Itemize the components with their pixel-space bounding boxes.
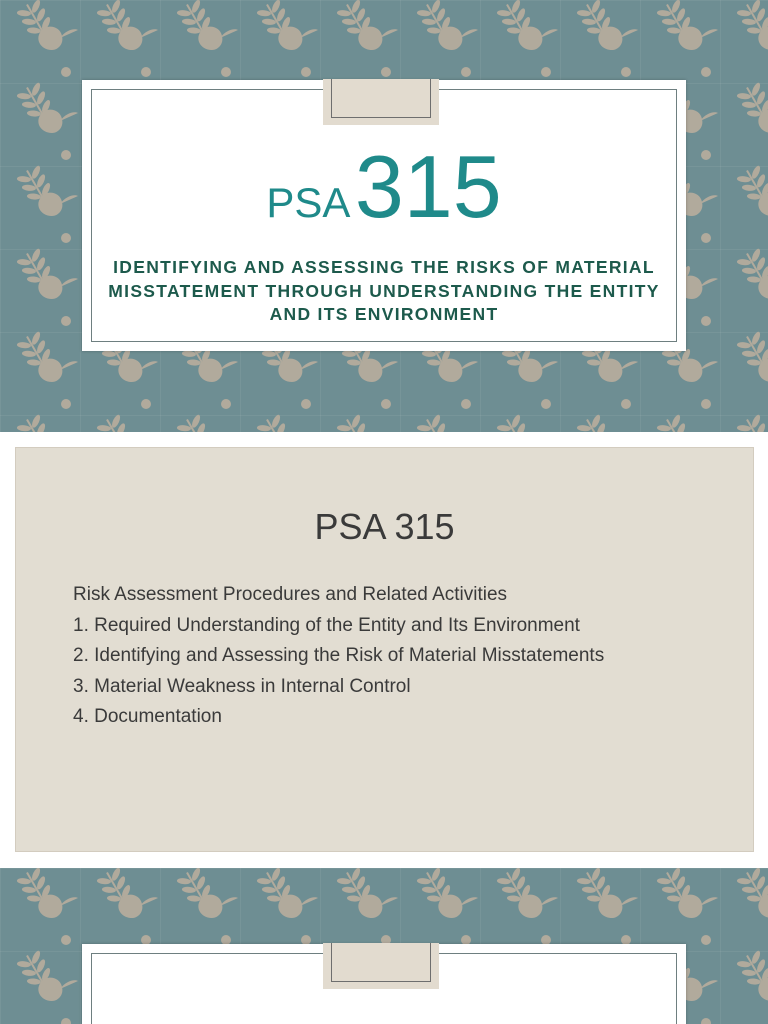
leaf-icon — [94, 412, 137, 432]
paisley-icon — [38, 193, 78, 216]
paisley-dot-icon — [301, 399, 311, 409]
list-item: Risk Assessment Procedures and Related Activities — [73, 584, 508, 605]
title-card — [82, 80, 686, 351]
slide-subtitle: IDENTIFYING AND ASSESSING THE RISKS OF MATERIAL MISSTATEMENT THROUGH UNDERSTANDING THE ENTITY AND ITS ENVIRONMENT — [108, 257, 660, 324]
paisley-icon — [118, 27, 158, 50]
paisley-icon — [678, 359, 718, 382]
paisley-dot-icon — [461, 399, 471, 409]
list-item: 3. Material Weakness in Internal Control — [73, 675, 411, 697]
paisley-dot-icon — [61, 233, 71, 243]
paisley-dot-icon — [701, 935, 711, 945]
paisley-dot-icon — [61, 67, 71, 77]
slide-title — [82, 136, 686, 238]
paisley-dot-icon — [541, 67, 551, 77]
paisley-dot-icon — [61, 1018, 71, 1024]
paisley-dot-icon — [701, 316, 711, 326]
paisley-icon — [198, 359, 238, 382]
paisley-icon — [678, 895, 718, 918]
paisley-icon — [118, 895, 158, 918]
paisley-dot-icon — [701, 1018, 711, 1024]
paisley-icon — [438, 27, 478, 50]
paisley-icon — [38, 110, 78, 133]
content-panel — [15, 447, 754, 852]
list-item: 1. Required Understanding of the Entity and Its Environment — [73, 614, 580, 636]
paisley-icon — [438, 359, 478, 382]
leaf-icon — [414, 412, 457, 432]
paisley-icon — [678, 27, 718, 50]
paisley-dot-icon — [461, 67, 471, 77]
title-slide-2 — [0, 868, 768, 1024]
paisley-icon — [278, 359, 318, 382]
list-item: 2. Identifying and Assessing the Risk of Material Misstatements — [73, 645, 605, 666]
paisley-icon — [198, 27, 238, 50]
paisley-icon — [38, 978, 78, 1001]
paisley-icon — [518, 359, 558, 382]
paisley-icon — [518, 895, 558, 918]
paisley-dot-icon — [381, 67, 391, 77]
paisley-icon — [38, 895, 78, 918]
paisley-dot-icon — [701, 67, 711, 77]
paisley-icon — [38, 359, 78, 382]
leaf-icon — [734, 412, 768, 432]
slide-title-number: 315 — [354, 137, 502, 236]
paisley-icon — [358, 359, 398, 382]
paisley-dot-icon — [701, 150, 711, 160]
paisley-dot-icon — [61, 399, 71, 409]
leaf-icon — [14, 412, 57, 432]
content-title: PSA 315 — [314, 506, 455, 547]
paisley-dot-icon — [301, 67, 311, 77]
paisley-icon — [278, 27, 318, 50]
title-card-tab — [323, 79, 439, 125]
paisley-icon — [438, 895, 478, 918]
paisley-icon — [198, 895, 238, 918]
title-slide — [0, 0, 768, 432]
paisley-dot-icon — [61, 150, 71, 160]
paisley-icon — [38, 276, 78, 299]
leaf-icon — [494, 412, 537, 432]
leaf-icon — [254, 412, 297, 432]
paisley-icon — [38, 27, 78, 50]
paisley-dot-icon — [381, 399, 391, 409]
leaf-icon — [174, 412, 217, 432]
title-card-2 — [82, 944, 686, 1024]
paisley-dot-icon — [141, 399, 151, 409]
paisley-icon — [598, 359, 638, 382]
paisley-icon — [518, 27, 558, 50]
leaf-icon — [574, 412, 617, 432]
paisley-dot-icon — [621, 67, 631, 77]
leaf-icon — [654, 412, 697, 432]
paisley-dot-icon — [701, 233, 711, 243]
paisley-dot-icon — [221, 67, 231, 77]
paisley-icon — [598, 895, 638, 918]
paisley-dot-icon — [221, 399, 231, 409]
paisley-icon — [278, 895, 318, 918]
paisley-dot-icon — [621, 399, 631, 409]
paisley-icon — [358, 27, 398, 50]
paisley-dot-icon — [701, 399, 711, 409]
paisley-icon — [358, 895, 398, 918]
paisley-dot-icon — [61, 935, 71, 945]
paisley-icon — [598, 27, 638, 50]
paisley-dot-icon — [141, 67, 151, 77]
paisley-dot-icon — [541, 399, 551, 409]
list-item: 4. Documentation — [73, 706, 222, 727]
paisley-dot-icon — [61, 316, 71, 326]
content-list — [73, 580, 604, 733]
slide-title-prefix: PSA — [266, 179, 351, 226]
paisley-icon — [118, 359, 158, 382]
leaf-icon — [334, 412, 377, 432]
content-slide — [0, 434, 768, 866]
title-card-tab — [323, 943, 439, 989]
